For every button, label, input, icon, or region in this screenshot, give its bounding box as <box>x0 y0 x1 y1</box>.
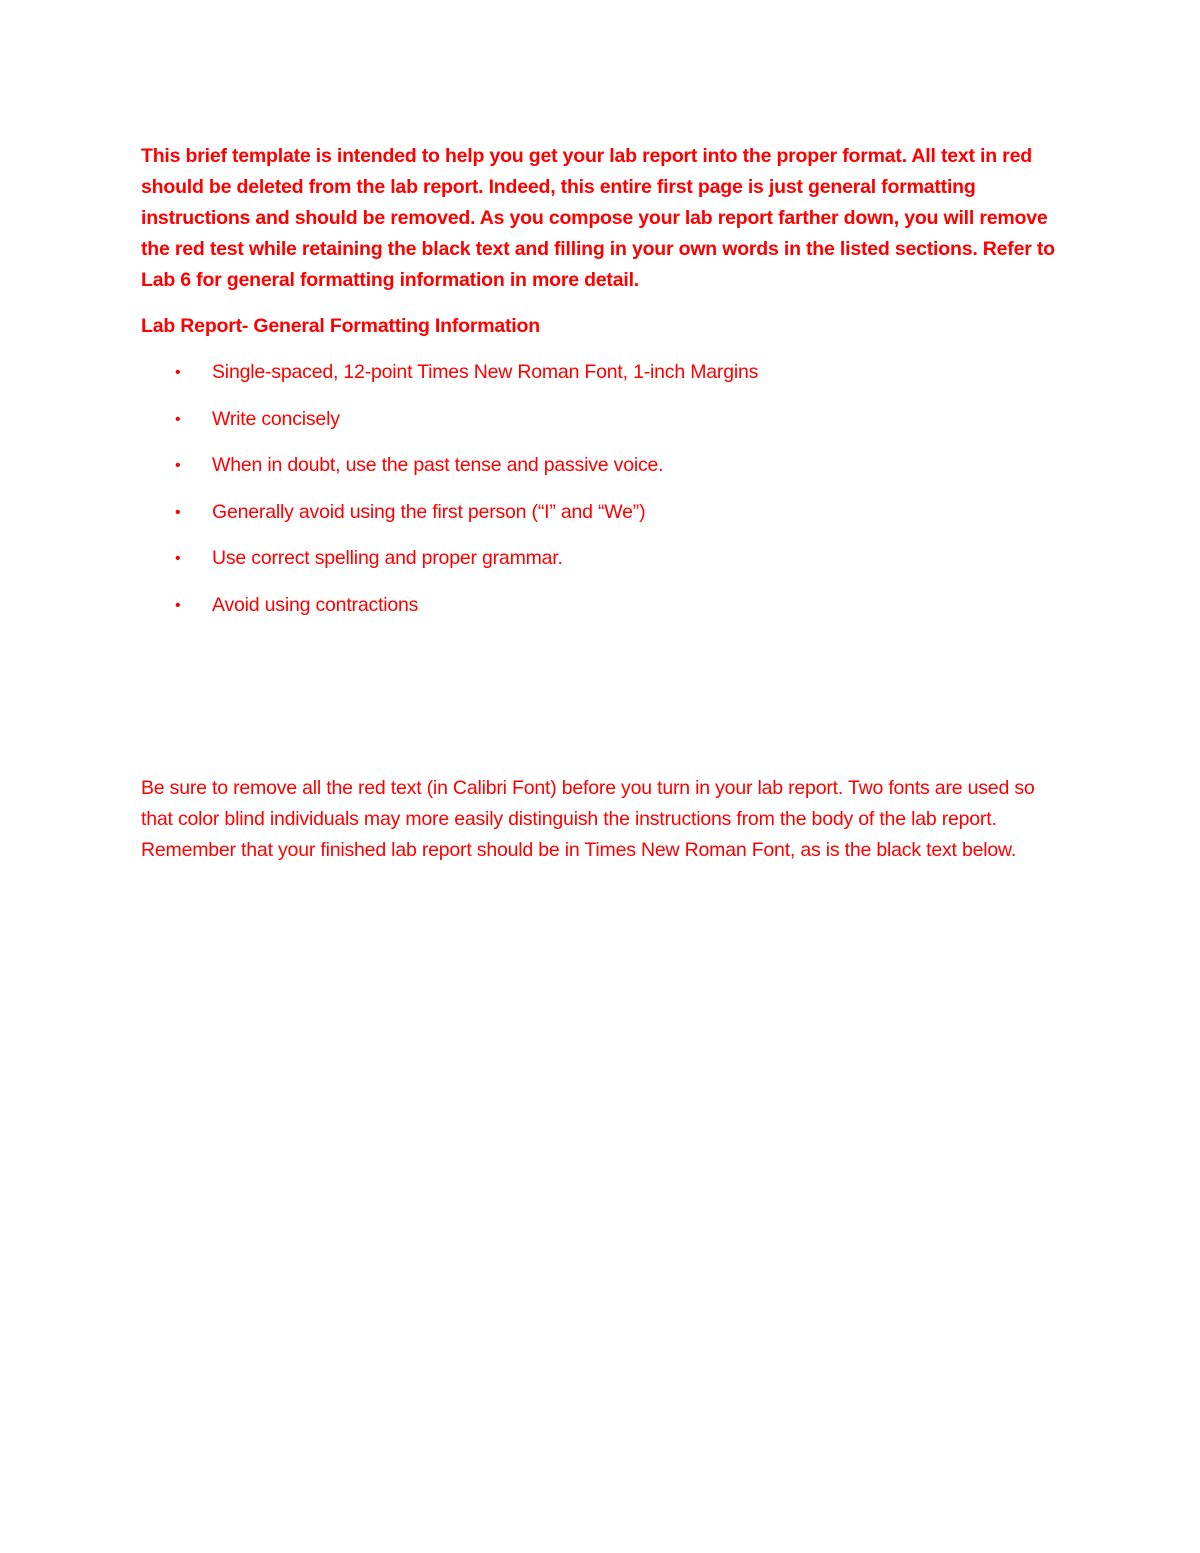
bullet-icon: • <box>175 364 181 381</box>
bullet-icon: • <box>175 410 181 428</box>
list-item-text: When in doubt, use the past tense and passive voice. <box>212 454 664 476</box>
list-item <box>141 497 1061 528</box>
page-content <box>141 141 1061 861</box>
list-item-text: Avoid using contractions <box>212 593 419 616</box>
bullet-icon: • <box>175 550 181 567</box>
list-item-text: Use correct spelling and proper grammar. <box>212 547 563 569</box>
closing-paragraph: Be sure to remove all the red text (in Calibri Font) before you turn in your lab report. Two fonts are used so that color blind individuals may more easily distinguish the instructions from the body of the lab report. Remember that your finished lab report should be in Times New Roman Font, as is the black text below. <box>141 777 1035 861</box>
list-item <box>141 357 1061 388</box>
list-item <box>141 590 1061 621</box>
list-item <box>141 450 1061 481</box>
list-item <box>141 404 1061 435</box>
intro-paragraph: This brief template is intended to help you get your lab report into the proper format. All text in red should be deleted from the lab report. Indeed, this entire first page is just general formatting instructions and should be removed. As you compose your lab report farther down, you will remove the red test while retaining the black text and filling in your own words in the listed sections. Refer to Lab 6 for general formatting information in more detail. <box>141 145 1055 291</box>
section-heading: Lab Report- General Formatting Information <box>141 315 540 337</box>
list-item <box>141 543 1061 574</box>
list-item-text: Write concisely <box>212 407 340 430</box>
formatting-list <box>141 357 1061 621</box>
bullet-icon: • <box>175 503 181 521</box>
bullet-icon: • <box>175 596 181 614</box>
list-item-text: Single-spaced, 12-point Times New Roman Font, 1-inch Margins <box>212 361 759 383</box>
list-item-text: Generally avoid using the first person (“I” and “We”) <box>212 500 646 523</box>
bullet-icon: • <box>175 457 181 474</box>
